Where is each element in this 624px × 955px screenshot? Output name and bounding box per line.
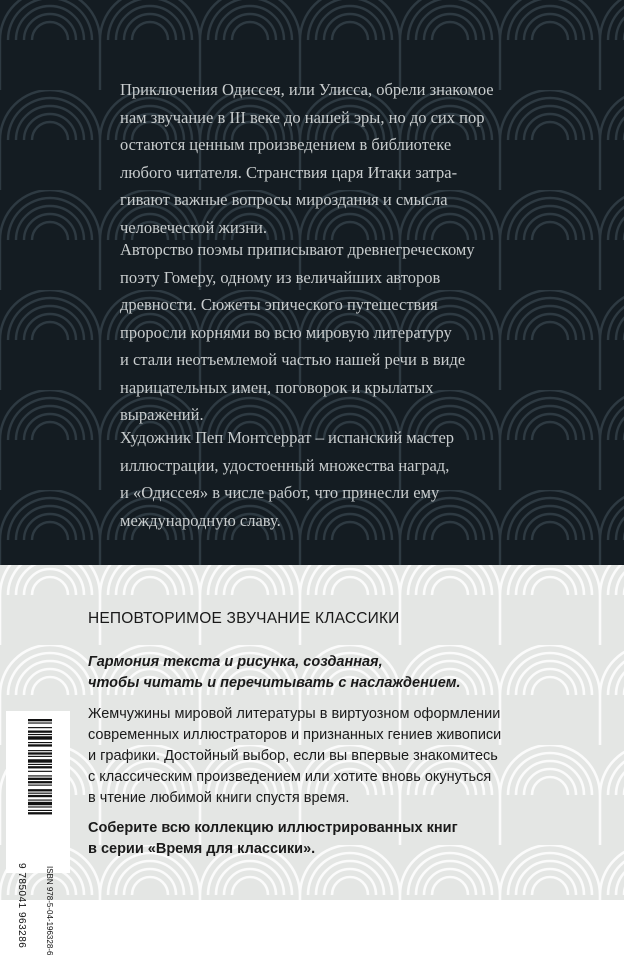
text-line: иллюстрации, удостоенный множества наград,: [120, 455, 450, 475]
barcode-bar: [28, 759, 52, 762]
light-cover-section: [0, 565, 624, 955]
barcode-bar: [28, 771, 52, 772]
description-paragraph-1: [120, 76, 560, 241]
series-heading: НЕПОВТОРИМОЕ ЗВУЧАНИЕ КЛАССИКИ: [88, 610, 400, 627]
barcode-bar: [28, 719, 52, 721]
text-line: выражений.: [120, 405, 204, 424]
barcode-bar: [28, 785, 52, 786]
text-line: нам звучание в III веке до нашей эры, но до сих пор: [120, 107, 485, 127]
barcode-bar: [28, 802, 52, 805]
barcode-bar: [28, 750, 52, 751]
barcode-bar: [28, 734, 52, 735]
text-line: в серии «Время для классики».: [88, 841, 316, 857]
barcode-bar: [28, 731, 52, 733]
text-line: Соберите всю коллекцию иллюстрированных книг: [88, 820, 458, 836]
text-line: в чтение любимой книги спустя время.: [88, 790, 350, 806]
collection-call-to-action: [88, 818, 558, 860]
text-line: Авторство поэмы приписывают древнегреческому: [120, 240, 475, 259]
barcode-bar: [28, 722, 52, 723]
tagline: [88, 652, 558, 694]
barcode-bar: [28, 793, 52, 794]
text-line: и стали неотъемлемой частью нашей речи в виде: [120, 350, 466, 369]
text-line: чтобы читать и перечитывать с наслаждением.: [88, 675, 461, 691]
barcode-bar: [28, 812, 52, 814]
text-line: Художник Пеп Монтсеррат – испанский мастер: [120, 428, 455, 447]
barcode-bar: [28, 766, 52, 768]
text-line: проросли корнями во всю мировую литературу: [120, 322, 452, 342]
text-line: Жемчужины мировой литературы в виртуозном оформлении: [88, 706, 501, 722]
text-line: Гармония текста и рисунка, созданная,: [88, 654, 383, 670]
barcode-bar: [28, 778, 52, 780]
barcode-bar: [28, 736, 52, 739]
isbn-digits: 9 785041 963286: [16, 863, 27, 949]
series-description: [88, 704, 558, 809]
isbn-barcode: [6, 711, 70, 955]
barcode-bar: [28, 800, 52, 801]
text-line: и «Одиссея» в числе работ, что принесли ему: [120, 483, 440, 502]
text-line: международную славу.: [120, 510, 281, 530]
barcode-bar: [28, 775, 52, 776]
barcode-bar: [28, 810, 52, 811]
text-line: нарицательных имен, поговорок и крылатых: [120, 377, 434, 397]
text-line: любого читателя. Странствия царя Итаки затра-: [120, 162, 458, 182]
text-line: Приключения Одиссея, или Улисса, обрели знакомое: [120, 80, 494, 99]
isbn-label: ISBN 978-5-04-196328-6: [45, 866, 54, 955]
text-line: современных иллюстраторов и признанных гениев живописи: [88, 727, 502, 743]
barcode-bar: [28, 781, 52, 783]
text-line: с классическим произведением или хотите вновь окунуться: [88, 769, 492, 785]
barcode-bar: [28, 752, 52, 754]
text-line: остаются ценным произведением в библиотеке: [120, 135, 452, 154]
barcode-bar: [28, 744, 52, 746]
barcode-bar: [28, 795, 52, 797]
text-line: поэту Гомеру, одному из величайших авторов: [120, 267, 441, 287]
text-line: человеческой жизни.: [120, 217, 267, 237]
barcode-bar: [28, 727, 52, 728]
text-line: гивают важные вопросы мироздания и смысла: [120, 190, 448, 209]
text-line: древности. Сюжеты эпического путешествия: [120, 295, 438, 314]
description-paragraph-2: [120, 236, 560, 429]
barcode-bar: [28, 789, 52, 791]
barcode-bar: [28, 806, 52, 807]
description-paragraph-3: [120, 424, 560, 534]
barcode-bar: [28, 756, 52, 757]
barcode-bars: [6, 711, 70, 873]
barcode-bar: [28, 764, 52, 765]
text-line: и графики. Достойный выбор, если вы впервые знакомитесь: [88, 748, 498, 764]
barcode-bar: [28, 742, 52, 743]
